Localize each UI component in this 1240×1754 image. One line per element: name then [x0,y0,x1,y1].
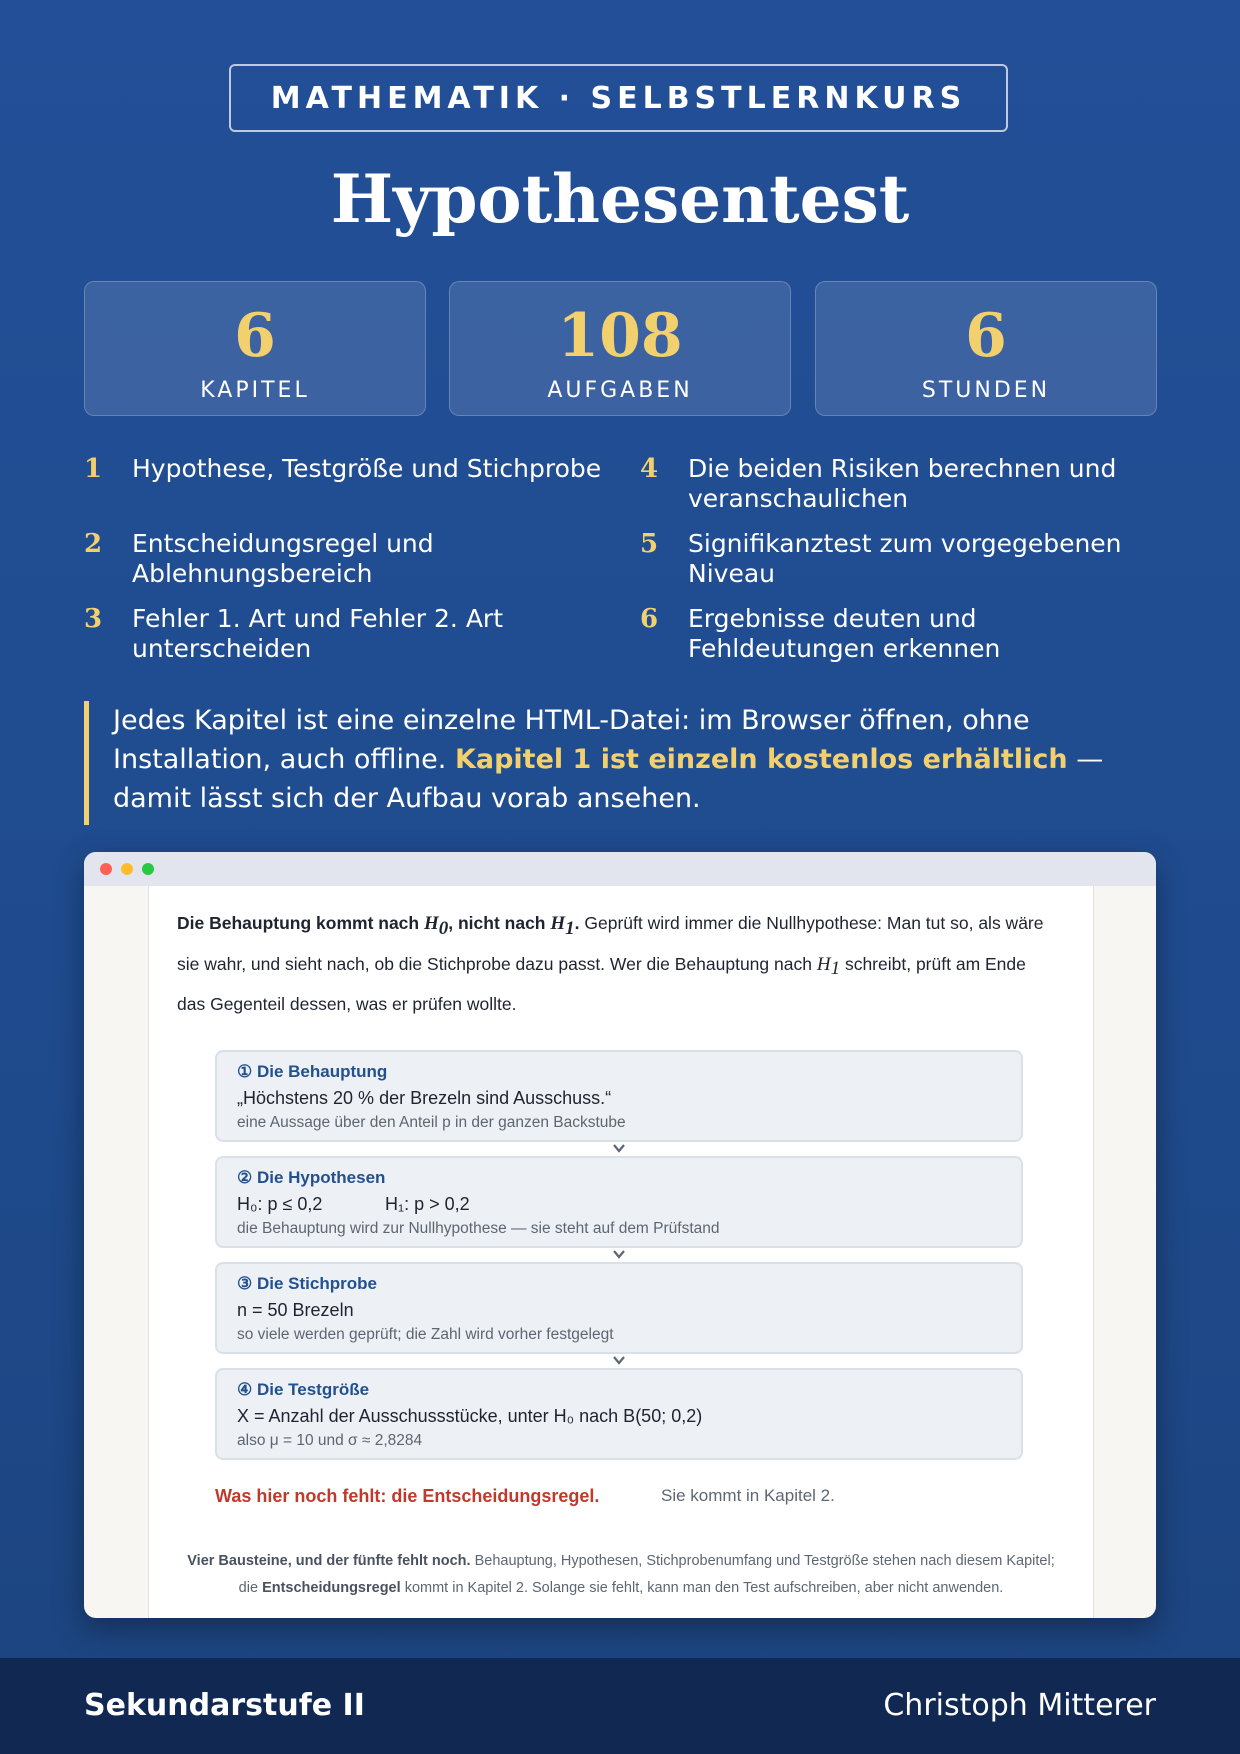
intro-paragraph [177,906,1057,1021]
step-main: n = 50 Brezeln [237,1300,354,1320]
intro-text-b: schreibt, prüft am Ende das Gegenteil dessen, was er prüfen wollte. [177,953,1026,1014]
step-card-test-statistic [215,1368,1023,1460]
preview-window [84,852,1156,1618]
stat-label: KAPITEL [200,378,310,403]
chapter-title: Hypothese, Testgröße und Stichprobe [132,454,602,483]
step-main-alt: H₁: p > 0,2 [385,1194,470,1214]
footnote-text-b: kommt in Kapitel 2. Solange sie fehlt, kann man den Test aufschreiben, aber nicht anwenden. [404,1580,1004,1596]
stat-chapters [84,281,426,416]
step-heading: ③ Die Stichprobe [237,1274,377,1293]
stat-value: 6 [234,301,276,371]
maximize-dot-icon [142,863,154,875]
step-card-sample [215,1262,1023,1354]
stat-value: 108 [557,301,683,371]
chapter-title: Ergebnisse deuten und Fehldeutungen erkennen [688,604,1001,663]
chapter-title: Entscheidungsregel und Ablehnungsbereich [132,529,434,588]
chapter-title: Signifikanztest zum vorgegebenen Niveau [688,529,1122,588]
window-titlebar [84,852,1156,886]
step-sub: so viele werden geprüft; die Zahl wird vorher festgelegt [237,1326,614,1343]
note-highlight: Kapitel 1 ist einzeln kostenlos erhältlich [454,744,1068,775]
step-heading: ② Die Hypothesen [237,1168,386,1187]
note-text-end: — damit lässt sich der Aufbau vorab ansehen. [113,744,1104,814]
step-sub: also μ = 10 und σ ≈ 2,8284 [237,1432,423,1449]
stat-exercises [449,281,791,416]
chapter-number: 5 [640,529,659,559]
symbol-h1-inline: H [816,953,831,975]
symbol-h0: H [423,913,439,934]
step-main: X = Anzahl der Ausschussstücke, unter H₀ nach B(50; 0,2) [237,1406,703,1426]
intro-bold-b: , nicht nach [448,913,546,933]
symbol-h1-inline-sub: 1 [830,958,841,979]
preview-page [148,886,1094,1618]
step-heading: ④ Die Testgröße [237,1380,370,1399]
step-heading: ① Die Behauptung [237,1062,388,1081]
footnote-bold-b: Entscheidungsregel [262,1580,401,1596]
down-arrow-icon [612,1141,626,1155]
step-main: „Höchstens 20 % der Brezeln sind Ausschuss.“ [237,1088,612,1108]
step-main: H₀: p ≤ 0,2 [237,1194,323,1214]
note-text: Jedes Kapitel ist eine einzelne HTML-Datei: im Browser öffnen, ohne Installation, auch offline. [113,705,1030,775]
footnote-bold-a: Vier Bausteine, und der fünfte fehlt noch. [187,1553,471,1569]
down-arrow-icon [612,1353,626,1367]
stat-label: AUFGABEN [547,378,693,403]
school-level: Sekundarstufe II [84,1688,365,1723]
course-kicker: MATHEMATIK · SELBSTLERNKURS [229,64,1008,132]
chapter-number: 4 [640,454,659,484]
step-sub: eine Aussage über den Anteil p in der ganzen Backstube [237,1114,626,1131]
symbol-h1: H [550,913,566,934]
footnote-text-a: Behauptung, Hypothesen, Stichprobenumfang und Testgröße stehen nach diesem Kapitel; die [238,1553,1055,1596]
intro-bold-c: . [574,913,580,933]
step-card-hypotheses [215,1156,1023,1248]
chapter-title: Fehler 1. Art und Fehler 2. Art unterscheiden [132,604,503,663]
chapter-number: 1 [84,454,103,484]
intro-text-a: Geprüft wird immer die Nullhypothese: Man tut so, als wäre sie wahr, und sieht nach, ob die Stichprobe dazu passt. Wer die Behauptung nach [177,913,1044,974]
down-arrow-icon [612,1247,626,1261]
stat-label: STUNDEN [921,378,1051,403]
footer-bar [0,1658,1240,1754]
symbol-h1-sub: 1 [565,917,575,939]
symbol-h0-sub: 0 [438,917,449,939]
chapter-number: 2 [84,529,103,559]
close-dot-icon [100,863,112,875]
chapter-number: 3 [84,604,103,634]
step-sub: die Behauptung wird zur Nullhypothese — sie steht auf dem Prüfstand [237,1220,720,1237]
author-name: Christoph Mitterer [883,1688,1156,1723]
minimize-dot-icon [121,863,133,875]
stat-value: 6 [965,301,1007,371]
chapter-number: 6 [640,604,659,634]
info-note [84,701,1144,825]
step-card-claim [215,1050,1023,1142]
missing-rule-note: Sie kommt in Kapitel 2. [661,1486,835,1505]
stat-hours [815,281,1157,416]
chapter-title: Die beiden Risiken berechnen und veranschaulichen [688,454,1117,513]
page-title: Hypothesentest [330,160,910,238]
preview-footnote [177,1548,1065,1602]
intro-bold-a: Die Behauptung kommt nach [177,913,420,933]
missing-rule-warning: Was hier noch fehlt: die Entscheidungsregel. [215,1486,600,1506]
